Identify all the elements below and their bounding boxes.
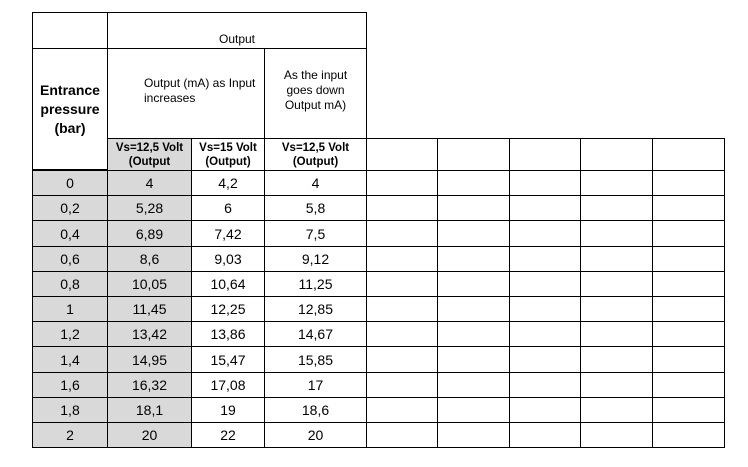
pressure-cell[interactable] — [32, 195, 108, 221]
pressure-cell[interactable] — [32, 422, 108, 448]
output-header-text: Output — [218, 32, 256, 46]
output-vs12-decreasing-cell[interactable] — [264, 271, 367, 297]
empty-cell[interactable] — [509, 397, 581, 423]
output-vs12-decreasing-cell[interactable] — [264, 372, 367, 398]
pressure-cell-value: 1 — [66, 301, 74, 317]
empty-cell[interactable] — [366, 195, 438, 221]
output-vs15-cell-value: 7,42 — [214, 225, 242, 242]
output-vs12-increasing-cell[interactable] — [107, 246, 192, 272]
output-vs12-increasing-cell[interactable] — [107, 296, 192, 322]
col-header-vs12-increasing-text: Vs=12,5 Volt (Output — [115, 141, 184, 168]
output-vs12-decreasing-cell[interactable] — [264, 346, 367, 373]
empty-cell[interactable] — [366, 271, 438, 297]
output-vs12-increasing-cell[interactable] — [107, 220, 192, 247]
output-vs12-decreasing-cell[interactable] — [264, 170, 367, 196]
output-vs12-decreasing-cell-value: 15,85 — [297, 351, 334, 368]
empty-cell[interactable] — [437, 138, 510, 171]
empty-cell[interactable] — [580, 246, 653, 272]
output-vs15-cell[interactable] — [191, 346, 265, 373]
output-vs15-cell[interactable] — [191, 170, 265, 196]
empty-cell[interactable] — [437, 271, 510, 297]
empty-cell[interactable] — [437, 170, 510, 196]
entrance-pressure-text: Entrance pressure (bar) — [40, 81, 100, 136]
output-vs12-decreasing-cell-value: 14,67 — [297, 326, 334, 342]
col-header-vs15[interactable] — [191, 138, 265, 171]
pressure-cell-value: 0,4 — [60, 225, 80, 242]
empty-cell[interactable] — [366, 296, 438, 322]
pressure-cell-value: 0,2 — [60, 200, 80, 216]
output-vs12-decreasing-cell-value: 20 — [307, 427, 324, 443]
empty-cell[interactable] — [652, 220, 725, 247]
pressure-cell-value: 1,4 — [60, 351, 80, 368]
pressure-cell[interactable] — [32, 220, 108, 247]
output-vs12-increasing-cell[interactable] — [107, 372, 192, 398]
empty-cell[interactable] — [580, 321, 653, 347]
output-vs12-increasing-cell[interactable] — [107, 422, 192, 448]
output-vs15-cell[interactable] — [191, 220, 265, 247]
col-header-vs12-increasing[interactable] — [107, 138, 192, 171]
output-vs12-decreasing-cell[interactable] — [264, 296, 367, 322]
pressure-cell[interactable] — [32, 170, 108, 196]
empty-cell[interactable] — [509, 220, 581, 247]
empty-cell[interactable] — [580, 296, 653, 322]
output-vs15-cell-value: 22 — [220, 427, 236, 443]
empty-cell[interactable] — [652, 246, 725, 272]
empty-cell[interactable] — [580, 195, 653, 221]
output-vs12-increasing-cell[interactable] — [107, 195, 192, 221]
output-vs12-decreasing-cell[interactable] — [264, 321, 367, 347]
empty-cell[interactable] — [366, 220, 438, 247]
empty-cell[interactable] — [437, 220, 510, 247]
output-vs15-cell-value: 10,64 — [210, 276, 246, 292]
empty-cell[interactable] — [509, 138, 581, 171]
pressure-cell[interactable] — [32, 296, 108, 322]
col-header-vs12-decreasing[interactable] — [264, 138, 367, 171]
output-header[interactable] — [107, 12, 367, 49]
empty-cell[interactable] — [366, 422, 438, 448]
output-vs15-cell-value: 15,47 — [210, 351, 246, 368]
output-vs15-cell[interactable] — [191, 397, 265, 423]
output-vs12-increasing-cell-value: 5,28 — [135, 200, 164, 216]
output-vs15-cell[interactable] — [191, 195, 265, 221]
empty-cell[interactable] — [580, 397, 653, 423]
empty-cell[interactable] — [437, 246, 510, 272]
empty-cell[interactable] — [509, 321, 581, 347]
output-vs12-decreasing-cell-value: 17 — [307, 377, 324, 393]
output-vs15-cell[interactable] — [191, 321, 265, 347]
empty-corner-cell[interactable] — [32, 12, 108, 49]
output-vs12-increasing-cell-value: 6,89 — [135, 225, 164, 242]
empty-cell[interactable] — [580, 170, 653, 196]
output-vs12-decreasing-cell[interactable] — [264, 422, 367, 448]
pressure-cell-value: 0,6 — [60, 251, 80, 267]
empty-cell[interactable] — [437, 346, 510, 373]
empty-cell[interactable] — [437, 296, 510, 322]
output-vs12-decreasing-cell[interactable] — [264, 195, 367, 221]
output-vs12-decreasing-cell[interactable] — [264, 220, 367, 247]
empty-cell[interactable] — [366, 321, 438, 347]
empty-cell[interactable] — [652, 346, 725, 373]
pressure-cell-value: 0 — [66, 175, 74, 191]
empty-cell[interactable] — [437, 422, 510, 448]
empty-cell[interactable] — [509, 422, 581, 448]
pressure-cell[interactable] — [32, 346, 108, 373]
output-vs15-cell[interactable] — [191, 422, 265, 448]
empty-cell[interactable] — [509, 296, 581, 322]
empty-cell[interactable] — [366, 397, 438, 423]
empty-cell[interactable] — [509, 195, 581, 221]
pressure-cell-value: 0,8 — [60, 276, 80, 292]
empty-cell[interactable] — [366, 346, 438, 373]
empty-cell[interactable] — [366, 170, 438, 196]
pressure-cell[interactable] — [32, 271, 108, 297]
empty-cell[interactable] — [652, 372, 725, 398]
empty-cell[interactable] — [652, 195, 725, 221]
output-vs15-cell-value: 9,03 — [214, 251, 242, 267]
empty-cell[interactable] — [366, 246, 438, 272]
output-decreases-text: As the input goes down Output mA) — [283, 68, 348, 112]
output-vs12-decreasing-cell-value: 18,6 — [301, 402, 330, 418]
output-vs15-cell-value: 4,2 — [218, 175, 238, 191]
pressure-cell-value: 2 — [66, 427, 74, 443]
output-vs12-increasing-cell-value: 18,1 — [135, 402, 164, 418]
pressure-cell[interactable] — [32, 246, 108, 272]
empty-cell[interactable] — [652, 170, 725, 196]
output-increases-header[interactable] — [107, 48, 265, 139]
pressure-cell-value: 1,8 — [60, 402, 80, 418]
output-vs15-cell-value: 13,86 — [210, 326, 246, 342]
empty-cell[interactable] — [652, 138, 725, 171]
empty-cell[interactable] — [509, 246, 581, 272]
output-vs12-increasing-cell[interactable] — [107, 321, 192, 347]
empty-cell[interactable] — [652, 271, 725, 297]
empty-cell[interactable] — [437, 397, 510, 423]
pressure-cell-value: 1,2 — [60, 326, 80, 342]
output-vs15-cell[interactable] — [191, 296, 265, 322]
empty-cell[interactable] — [652, 296, 725, 322]
output-vs15-cell-value: 6 — [224, 200, 232, 216]
output-vs12-decreasing-cell-value: 5,8 — [305, 200, 326, 216]
output-vs12-increasing-cell[interactable] — [107, 170, 192, 196]
empty-cell[interactable] — [509, 346, 581, 373]
col-header-vs12-decreasing-text: Vs=12,5 Volt (Output) — [281, 141, 350, 168]
output-vs12-decreasing-cell-value: 9,12 — [301, 251, 330, 267]
output-increases-text: Output (mA) as Input increases — [144, 75, 256, 105]
empty-cell[interactable] — [509, 271, 581, 297]
output-vs12-decreasing-cell[interactable] — [264, 246, 367, 272]
empty-cell[interactable] — [437, 195, 510, 221]
pressure-cell[interactable] — [32, 397, 108, 423]
empty-cell[interactable] — [509, 372, 581, 398]
empty-cell[interactable] — [580, 271, 653, 297]
empty-cell[interactable] — [366, 138, 438, 171]
empty-cell[interactable] — [580, 220, 653, 247]
empty-cell[interactable] — [509, 170, 581, 196]
output-vs12-increasing-cell-value: 14,95 — [131, 351, 168, 368]
output-vs12-increasing-cell-value: 20 — [141, 427, 158, 443]
col-header-vs15-text: Vs=15 Volt (Output) — [199, 141, 257, 168]
empty-cell[interactable] — [437, 321, 510, 347]
entrance-pressure-header[interactable] — [32, 48, 108, 170]
empty-cell[interactable] — [580, 138, 653, 171]
output-vs12-increasing-cell-value: 10,05 — [131, 276, 168, 292]
output-vs12-increasing-cell[interactable] — [107, 346, 192, 373]
output-vs12-decreasing-cell[interactable] — [264, 397, 367, 423]
empty-cell[interactable] — [652, 397, 725, 423]
output-vs12-increasing-cell[interactable] — [107, 271, 192, 297]
empty-cell[interactable] — [652, 422, 725, 448]
empty-cell[interactable] — [580, 346, 653, 373]
output-vs15-cell-value: 19 — [220, 402, 236, 418]
empty-cell[interactable] — [580, 422, 653, 448]
empty-cell[interactable] — [437, 372, 510, 398]
output-vs12-increasing-cell-value: 16,32 — [131, 377, 168, 393]
empty-cell[interactable] — [366, 372, 438, 398]
pressure-cell[interactable] — [32, 372, 108, 398]
output-vs15-cell[interactable] — [191, 271, 265, 297]
output-vs12-increasing-cell-value: 13,42 — [131, 326, 168, 342]
empty-cell[interactable] — [580, 372, 653, 398]
output-decreases-header[interactable] — [264, 48, 367, 139]
pressure-cell[interactable] — [32, 321, 108, 347]
output-vs12-increasing-cell-value: 11,45 — [132, 301, 167, 317]
output-vs12-increasing-cell[interactable] — [107, 397, 192, 423]
output-vs12-decreasing-cell-value: 4 — [311, 175, 320, 191]
output-vs12-increasing-cell-value: 4 — [145, 175, 154, 191]
output-vs15-cell-value: 12,25 — [210, 301, 246, 317]
output-vs12-decreasing-cell-value: 11,25 — [298, 276, 333, 292]
output-vs12-increasing-cell-value: 8,6 — [139, 251, 160, 267]
output-vs12-decreasing-cell-value: 7,5 — [305, 225, 326, 242]
output-vs15-cell-value: 17,08 — [210, 377, 246, 393]
output-vs15-cell[interactable] — [191, 372, 265, 398]
output-vs15-cell[interactable] — [191, 246, 265, 272]
empty-cell[interactable] — [652, 321, 725, 347]
output-vs12-decreasing-cell-value: 12,85 — [297, 301, 334, 317]
pressure-cell-value: 1,6 — [60, 377, 80, 393]
